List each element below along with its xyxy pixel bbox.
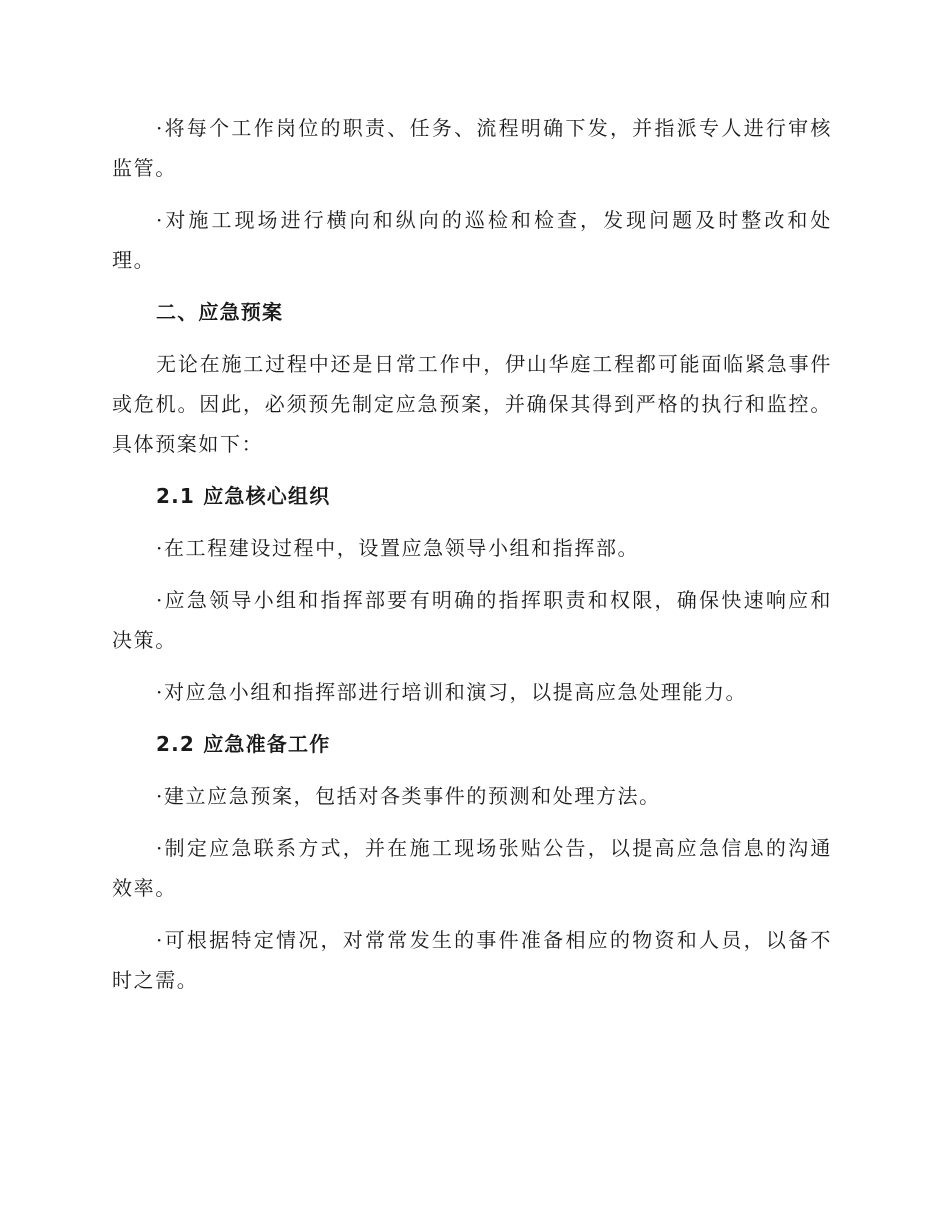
bullet-paragraph: ·对应急小组和指挥部进行培训和演习，以提高应急处理能力。 [156, 680, 748, 704]
bullet-paragraph: ·建立应急预案，包括对各类事件的预测和处理方法。 [156, 784, 661, 808]
document-body [112, 108, 832, 1012]
subsection-heading: 2.2 应急准备工作 [156, 732, 331, 756]
body-paragraph: 无论在施工过程中还是日常工作中，伊山华庭工程都可能面临紧急事件或危机。因此，必须预先制定应急预案，并确保其得到严格的执行和监控。具体预案如下： [112, 352, 832, 456]
subsection-heading: 2.1 应急核心组织 [156, 484, 331, 508]
bullet-paragraph: ·应急领导小组和指挥部要有明确的指挥职责和权限，确保快速响应和决策。 [112, 588, 832, 652]
bullet-paragraph: ·对施工现场进行横向和纵向的巡检和检查，发现问题及时整改和处理。 [112, 208, 832, 272]
section-heading: 二、应急预案 [156, 300, 284, 324]
bullet-paragraph: ·在工程建设过程中，设置应急领导小组和指挥部。 [156, 536, 640, 560]
bullet-paragraph: ·将每个工作岗位的职责、任务、流程明确下发，并指派专人进行审核监管。 [112, 116, 832, 180]
bullet-paragraph: ·可根据特定情况，对常常发生的事件准备相应的物资和人员，以备不时之需。 [112, 928, 832, 992]
bullet-paragraph: ·制定应急联系方式，并在施工现场张贴公告，以提高应急信息的沟通效率。 [112, 836, 832, 900]
